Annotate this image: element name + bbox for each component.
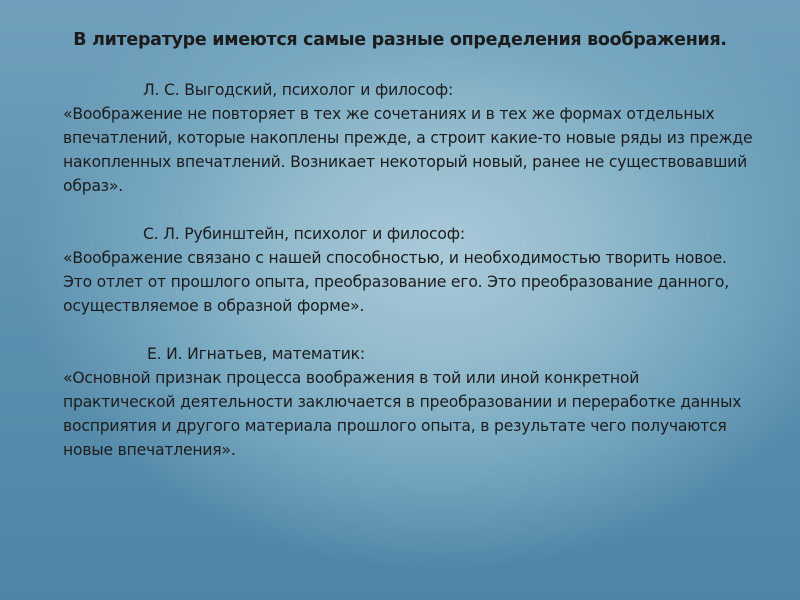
slide-content xyxy=(63,78,753,486)
quote-block-rubinstein xyxy=(63,222,753,318)
quote-block-ignatyev xyxy=(63,342,753,462)
quote-author: Л. С. Выгодский, психолог и философ: xyxy=(143,81,454,99)
quote-text: «Воображение не повторяет в тех же сочетаниях и в тех же формах отдельных впечатлений, которые накоплены прежде, а строит какие-то новые ряды из прежде накопленных впечатлений. Возникает некоторый новый, ранее не существовавший образ». xyxy=(63,105,753,195)
quote-block-vygotsky xyxy=(63,78,753,198)
slide-title: В литературе имеются самые разные определения воображения. xyxy=(73,30,727,50)
quote-text: «Воображение связано с нашей способностью, и необходимостью творить новое. Это отлет от прошлого опыта, преобразование его. Это преобразование данного, осуществляемое в образной форме». xyxy=(63,249,729,315)
quote-text: «Основной признак процесса воображения в той или иной конкретной практической деятельности заключается в преобразовании и переработке данных восприятия и другого материала прошлого опыта, в результате чего получаются новые впечатления». xyxy=(63,369,742,459)
quote-author: С. Л. Рубинштейн, психолог и философ: xyxy=(143,225,465,243)
quote-author: Е. И. Игнатьев, математик: xyxy=(147,345,365,363)
